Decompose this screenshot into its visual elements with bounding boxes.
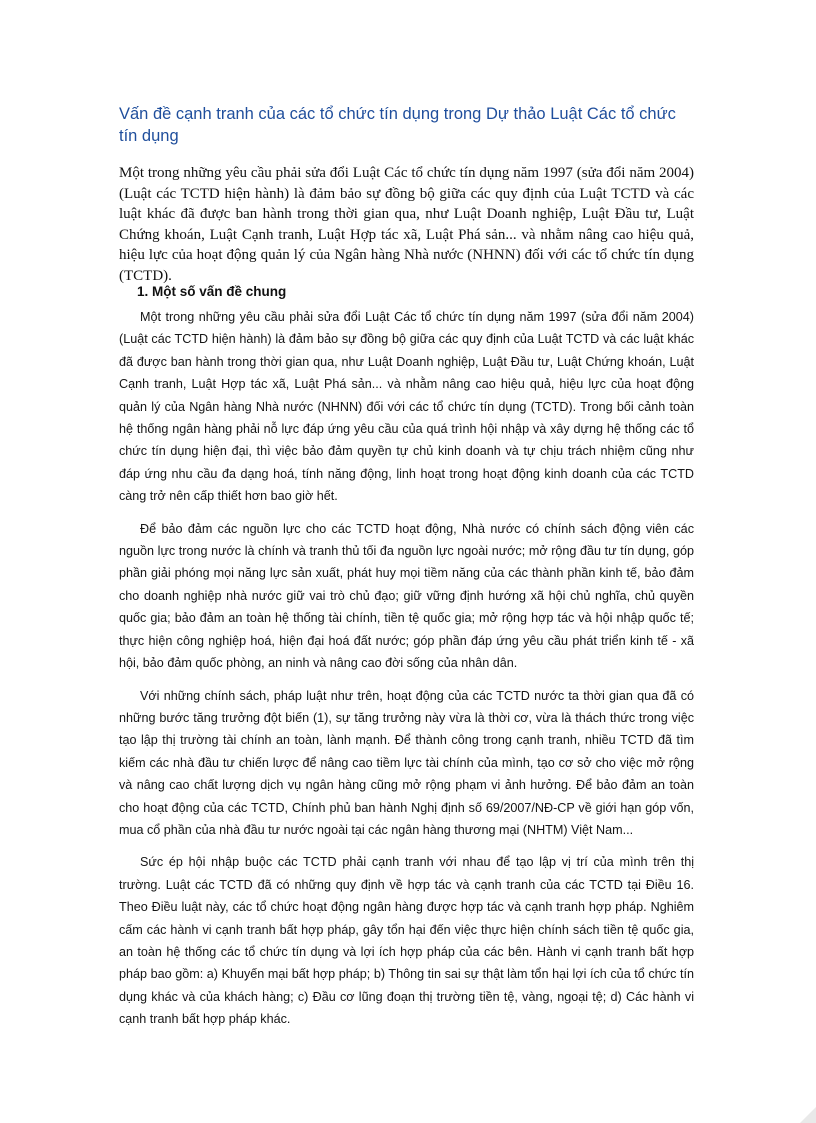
document-body — [119, 306, 694, 1041]
intro-paragraph: Một trong những yêu cầu phải sửa đổi Luật Các tổ chức tín dụng năm 1997 (sửa đổi năm 2004) (Luật các TCTD hiện hành) là đảm bảo sự đồng bộ giữa các quy định của Luật TCTD và các luật khác đã được ban hành trong thời gian qua, như Luật Doanh nghiệp, Luật Đầu tư, Luật Chứng khoán, Luật Cạnh tranh, Luật Hợp tác xã, Luật Phá sản... và nhằm nâng cao hiệu quả, hiệu lực của hoạt động quản lý của Ngân hàng Nhà nước (NHNN) đối với các tổ chức tín dụng (TCTD). — [119, 165, 694, 284]
page-corner-decoration — [800, 1107, 816, 1123]
body-paragraph: Với những chính sách, pháp luật như trên, hoạt động của các TCTD nước ta thời gian qua đã có những bước tăng trưởng đột biến (1), sự tăng trưởng này vừa là thời cơ, vừa là thách thức trong việc tạo lập thị trường tài chính an toàn, lành mạnh. Để thành công trong cạnh tranh, nhiều TCTD đã tìm kiếm các nhà đầu tư chiến lược để nâng cao tiềm lực tài chính của mình, tạo cơ sở cho việc mở rộng và nâng cao chất lượng dịch vụ ngân hàng cũng mở rộng phạm vi ảnh hưởng. Để bảo đảm an toàn cho hoạt động của các TCTD, Chính phủ ban hành Nghị định số 69/2007/NĐ-CP về giới hạn góp vốn, mua cổ phần của nhà đầu tư nước ngoài tại các ngân hàng thương mại (NHTM) Việt Nam... — [119, 688, 694, 837]
section-heading: 1. Một số vấn đề chung — [137, 284, 287, 299]
body-paragraph: Để bảo đảm các nguồn lực cho các TCTD hoạt động, Nhà nước có chính sách động viên các nguồn lực trong nước là chính và tranh thủ tối đa nguồn lực ngoài nước; mở rộng đầu tư tín dụng, góp phần giải phóng mọi năng lực sản xuất, phát huy mọi tiềm năng của các thành phần kinh tế, bảo đảm cho doanh nghiệp nhà nước giữ vai trò chủ đạo; giữ vững định hướng xã hội chủ nghĩa, chủ quyền quốc gia; bảo đảm an toàn hệ thống tài chính, tiền tệ quốc gia; mở rộng hợp tác và hội nhập quốc tế; thực hiện công nghiệp hoá, hiện đại hoá đất nước; góp phần đáp ứng yêu cầu phát triển kinh tế - xã hội, bảo đảm quốc phòng, an ninh và nâng cao đời sống của nhân dân. — [119, 521, 694, 671]
document-title: Vấn đề cạnh tranh của các tổ chức tín dụng trong Dự thảo Luật Các tổ chức tín dụng — [119, 105, 676, 145]
body-paragraph: Sức ép hội nhập buộc các TCTD phải cạnh tranh với nhau để tạo lập vị trí của mình trên thị trường. Luật các TCTD đã có những quy định về hợp tác và cạnh tranh của các TCTD tại Điều 16. Theo Điều luật này, các tổ chức hoạt động ngân hàng được hợp tác và cạnh tranh hợp pháp. Nghiêm cấm các hành vi cạnh tranh bất hợp pháp, gây tổn hại đến việc thực hiện chính sách tiền tệ quốc gia, an toàn hệ thống các tổ chức tín dụng và lợi ích hợp pháp của các bên. Hành vi cạnh tranh bất hợp pháp bao gồm: a) Khuyến mại bất hợp pháp; b) Thông tin sai sự thật làm tổn hại lợi ích của tổ chức tín dụng khác và của khách hàng; c) Đầu cơ lũng đoạn thị trường tiền tệ, vàng, ngoại tệ; d) Các hành vi cạnh tranh bất hợp pháp khác. — [119, 855, 694, 1027]
body-paragraph: Một trong những yêu cầu phải sửa đổi Luật Các tổ chức tín dụng năm 1997 (sửa đổi năm 2004) (Luật các TCTD hiện hành) là đảm bảo sự đồng bộ giữa các quy định của Luật TCTD và các luật khác đã được ban hành trong thời gian qua, như Luật Doanh nghiệp, Luật Đầu tư, Luật Chứng khoán, Luật Cạnh tranh, Luật Hợp tác xã, Luật Phá sản... và nhằm nâng cao hiệu quả, hiệu lực của hoạt động quản lý của Ngân hàng Nhà nước (NHNN) đối với các tổ chức tín dụng (TCTD). Trong bối cảnh toàn hệ thống ngân hàng phải nỗ lực đáp ứng yêu cầu của quá trình hội nhập và xây dựng hệ thống các tổ chức tín dụng hiện đại, thì việc bảo đảm quyền tự chủ kinh doanh và tự chịu trách nhiệm cũng như đáp ứng nhu cầu đa dạng hoá, tính năng động, linh hoạt trong hoạt động kinh doanh của các TCTD càng trở nên cấp thiết hơn bao giờ hết. — [119, 310, 694, 504]
